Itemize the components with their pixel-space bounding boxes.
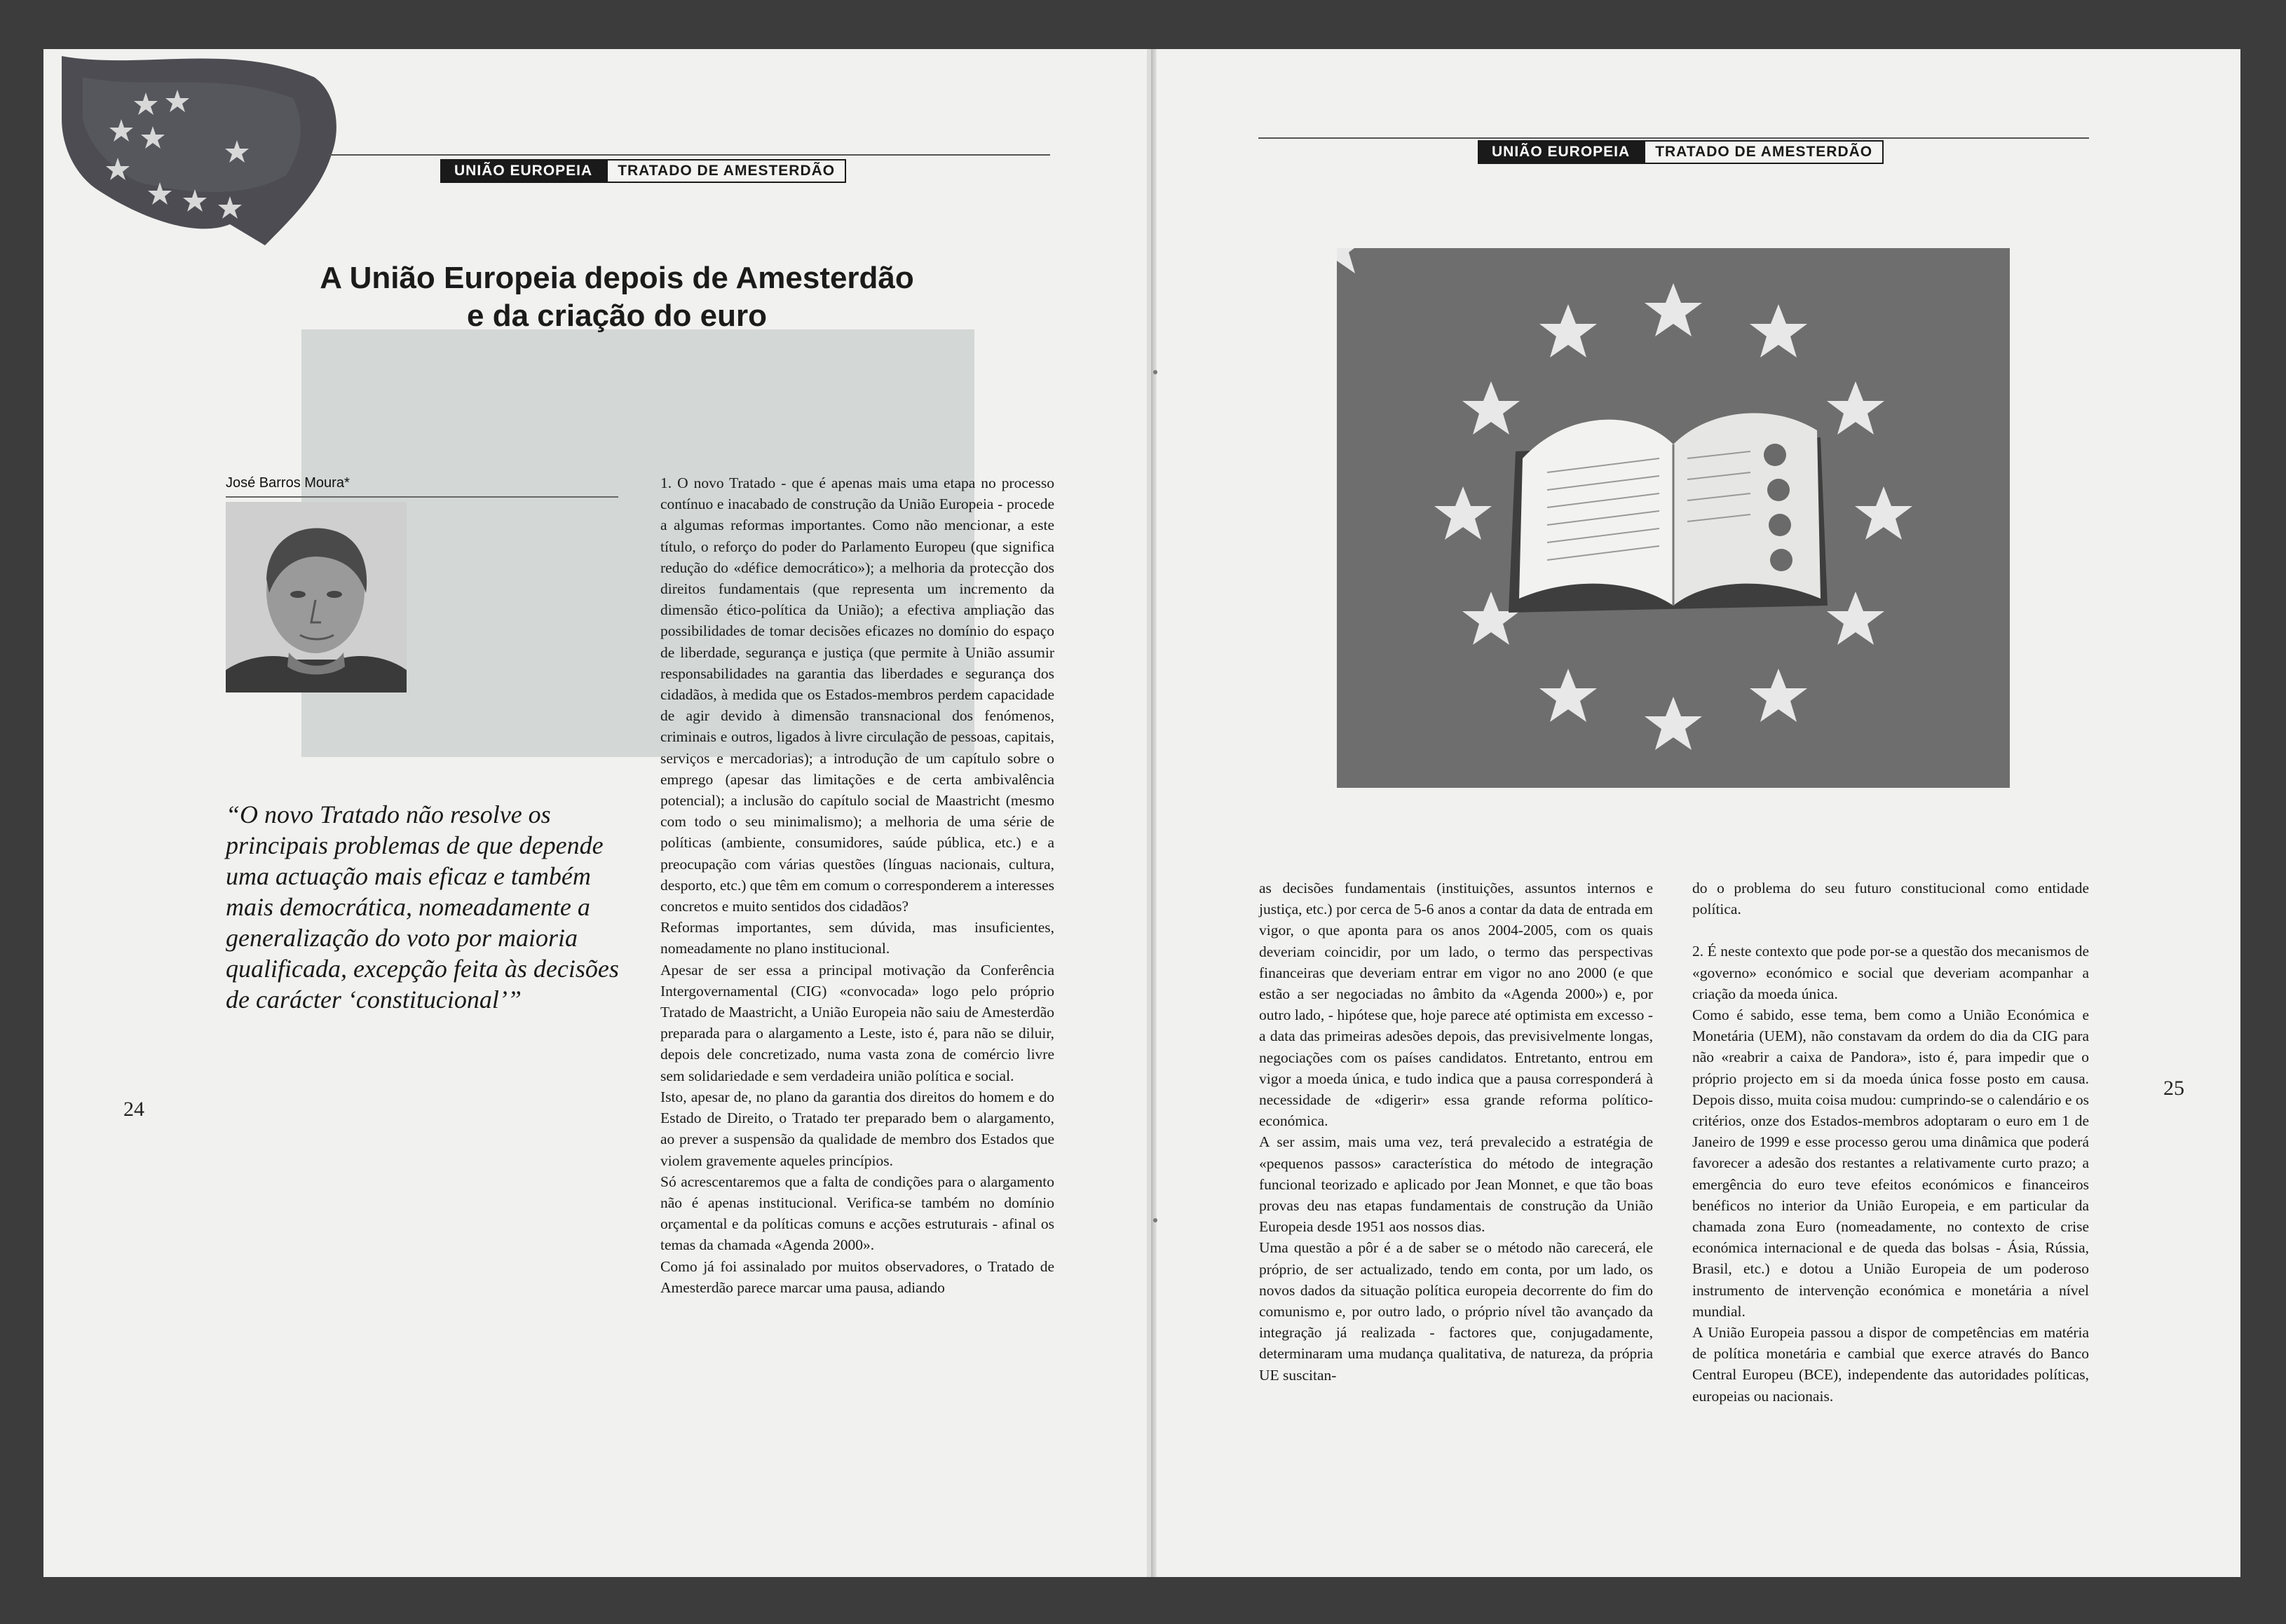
page-number-right: 25	[2163, 1077, 2184, 1100]
header-rule-right	[1258, 137, 2089, 139]
article-column-right-2	[1692, 878, 2089, 1407]
header-rule-left	[328, 154, 1050, 156]
open-book-icon	[1337, 248, 2010, 788]
paragraph: Reformas importantes, sem dúvida, mas insuficientes, nomeadamente no plano institucional.	[660, 919, 1054, 957]
author-name: José Barros Moura*	[226, 475, 350, 491]
book-spine	[1151, 49, 1157, 1577]
paragraph: Como já foi assinalado por muitos observadores, o Tratado de Amesterdão parece marcar uma pausa, adiando	[660, 1257, 1054, 1296]
author-photo	[226, 502, 407, 692]
subsection-label: TRATADO DE AMESTERDÃO	[1644, 140, 1884, 164]
section-label: UNIÃO EUROPEIA	[440, 159, 606, 183]
paragraph: Só acrescentaremos que a falta de condições para o alargamento não é apenas institucional. Verifica-se também no domínio orçamental e da políticas comuns e acções estruturais - afinal os temas da chamada «Agenda 2000».	[660, 1173, 1054, 1254]
title-line-2: e da criação do euro	[467, 299, 767, 333]
title-line-1: A União Europeia depois de Amesterdão	[320, 261, 914, 295]
article-column-right-1	[1259, 878, 1653, 1386]
staple-mark	[1153, 370, 1157, 374]
eu-book-illustration	[1337, 248, 2010, 788]
author-rule	[226, 496, 618, 498]
pull-quote: “O novo Tratado não resolve os principais problemas de que depende uma actuação mais eficaz e também mais democrática, nomeadamente a generalização do voto por maioria qualificada, excepção feita às decisões de carácter ‘constitucional’”	[226, 800, 619, 1014]
paragraph: Uma questão a pôr é a de saber se o método não carecerá, ele próprio, de ser actualizado, tendo em conta, por um lado, os novos dados da situação política europeia decorrente do fim do comunismo e, por outro lado, o próprio nível tão avançado da integração já realizada - factores que, conjugadamente, determinaram uma mudança qualitativa, de natureza, da própria UE suscitan-	[1259, 1239, 1653, 1384]
paragraph: do o problema do seu futuro constitucional como entidade política.	[1692, 880, 2089, 918]
paragraph: Como é sabido, esse tema, bem como a União Económica e Monetária (UEM), não constavam da ordem do dia da CIG para não «reabrir a caixa de Pandora», isto é, para impedir que o próprio projecto em si da moeda única fosse posto em causa. Depois disso, muita coisa mudou: cumprindo-se o calendário e os critérios, onze dos Estados-membros adoptaram o euro em 1 de Janeiro de 1999 e esse processo gerou uma dinâmica que poderá favorecer a adesão dos restantes a relativamente curto prazo; a emergência do euro teve efeitos económicos e financeiros benéficos no interior da União Europeia, e em particular da chamada zona Euro (nomeadamente, no contexto de crise económica internacional e de queda das bolsas - Ásia, Rússia, Brasil, etc.) e dotou a União Europeia de um poderoso instrumento de intervenção económica e monetária a nível mundial.	[1692, 1007, 2089, 1320]
subsection-label: TRATADO DE AMESTERDÃO	[606, 159, 846, 183]
paragraph: Isto, apesar de, no plano da garantia dos direitos do homem e do Estado de Direito, o Tratado ter preparado bem o alargamento, ao prever a suspensão da qualidade de membro dos Estados que violem gravemente aqueles princípios.	[660, 1088, 1054, 1169]
paragraph: as decisões fundamentais (instituições, assuntos internos e justiça, etc.) por cerca de 5-6 anos a contar da data de entrada em vigor, o que aponta para os anos 2004-2005, com os quais deveriam coincidir, por um lado, o termo das perspectivas financeiras que deveriam entrar em vigor no ano 2000 (e que estão a ser negociadas no âmbito da «Agenda 2000») e, por outro lado, - hipótese que, hoje parece até optimista em excesso - a data das primeiras adesões depois, das previsivelmente longas, negociações com os países candidatos. Entretanto, entrou em vigor a moeda única, e tudo indica que a pausa corresponderá à necessidade de «digerir» essa grande reforma político-económica.	[1259, 880, 1653, 1130]
eu-flag-icon	[55, 49, 349, 252]
article-title	[266, 259, 967, 335]
page-number-left: 24	[123, 1098, 144, 1121]
section-tag-left	[440, 159, 846, 183]
paragraph: 1. O novo Tratado - que é apenas mais uma etapa no processo contínuo e inacabado de construção da União Europeia - procede a algumas reformas importantes. Como não mencionar, a este título, o reforço do poder do Parlamento Europeu (que significa redução do «défice democrático»); a melhoria da protecção dos direitos fundamentais (que representa um incremento da dimensão ético-política da União); a efectiva ampliação das possibilidades de tomar decisões eficazes no domínio do espaço de liberdade, segurança e justiça (que permite à União assumir responsabilidades na garantia das liberdades e segurança dos cidadãos, à medida que os Estados-membros perdem capacidade de agir devido à dimensão transnacional dos fenómenos, criminais e outros, ligados à livre circulação de pessoas, capitais, serviços e mercadorias); a introdução de um capítulo sobre o emprego (apesar das limitações e de certa ambivalência potencial); a inclusão do capítulo social de Maastricht (mesmo com todo o seu minimalismo); a melhoria de uma série de políticas (ambiente, consumidores, saúde pública, etc.) e a preocupação com várias questões (línguas nacionais, cultura, desporto, etc.) que têm em comum o corresponderem a interesses concretos e muito sentidos dos cidadãos?	[660, 475, 1054, 915]
paragraph: Apesar de ser essa a principal motivação da Conferência Intergovernamental (CIG) «convocada» logo pelo próprio Tratado de Maastricht, a União Europeia não saiu de Amesterdão preparada para o alargamento a Leste, isto é, para não se diluir, depois dele concretizado, numa vasta zona de comércio livre sem solidariedade e sem verdadeira união política e social.	[660, 961, 1054, 1084]
paragraph: A ser assim, mais uma vez, terá prevalecido a estratégia de «pequenos passos» característica do método de integração funcional teorizado e aplicado por Jean Monnet, e que tão boas provas deu nas etapas fundamentais de construção da União Europeia desde 1951 aos nossos dias.	[1259, 1133, 1653, 1236]
section-tag-right	[1478, 140, 1884, 164]
paragraph: A União Europeia passou a dispor de competências em matéria de política monetária e cambial que exerce através do Banco Central Europeu (BCE), independente das autoridades políticas, europeias ou nacionais.	[1692, 1324, 2089, 1405]
staple-mark	[1153, 1218, 1157, 1222]
paragraph: 2. É neste contexto que pode por-se a questão dos mecanismos de «governo» económico e social que deveriam acompanhar a criação da moeda única.	[1692, 943, 2089, 1002]
section-label: UNIÃO EUROPEIA	[1478, 140, 1644, 164]
article-column-left	[660, 472, 1054, 1298]
